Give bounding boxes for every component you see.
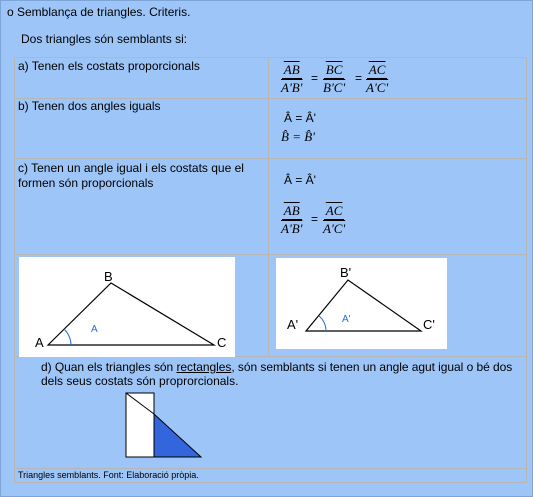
intro-text: Dos triangles són semblants si: [21, 32, 188, 46]
criterion-d-line2: dels seus costats són proprorcionals. [41, 374, 239, 388]
triangle-2-figure [276, 258, 447, 349]
equals-sign: = [355, 71, 363, 85]
table-line [14, 482, 527, 483]
angle-label: A' [342, 314, 351, 325]
fraction-bc: $\frac{\overline{BC}}{B'C'}$ [323, 62, 346, 95]
vertex-label-b-prime: B' [340, 265, 352, 280]
angle-arc [319, 316, 326, 331]
rectangles-link[interactable]: rectangles [176, 360, 232, 374]
angle-equality-c: Â = Â' [284, 173, 316, 187]
section-heading: o Semblança de triangles. Criteris. [7, 5, 191, 19]
angle-label: A [91, 324, 98, 335]
angle-arc [64, 329, 71, 345]
vertex-label-c-prime: C' [423, 317, 435, 332]
figure-caption: Triangles semblants. Font: Elaboració pròpia. [18, 470, 199, 480]
table-line [14, 158, 527, 159]
criterion-b: b) Tenen dos angles iguals [18, 99, 161, 113]
table-line [14, 57, 527, 58]
vertex-label-a-prime: A' [287, 317, 299, 332]
blue-triangle [154, 414, 201, 457]
fraction-ac: $\frac{\overline{AC}}{A'C'}$ [366, 62, 389, 95]
table-line [526, 57, 527, 483]
criterion-d-line1: d) Quan els triangles són rectangles, són semblants si tenen un angle agut igual o bé dos [41, 360, 513, 374]
right-triangles-figure [123, 392, 205, 460]
fraction-ac-c: $\frac{\overline{AC}}{A'C'}$ [323, 203, 346, 236]
triangle-1-panel [19, 257, 235, 357]
vertex-label-c: C [217, 335, 227, 350]
triangle-1-figure [19, 257, 235, 357]
table-line [14, 57, 15, 483]
vertex-label-b: B [104, 269, 113, 284]
triangle-1-shape [48, 283, 214, 345]
table-line [14, 254, 527, 255]
triangle-2-shape [306, 280, 421, 331]
table-line [14, 468, 527, 469]
table-line [268, 57, 269, 357]
equals-sign: = [311, 212, 319, 226]
fraction-ab: $\frac{\overline{AB}}{A'B'}$ [281, 62, 303, 95]
criterion-a: a) Tenen els costats proporcionals [18, 59, 200, 73]
fraction-ab-c: $\frac{\overline{AB}}{A'B'}$ [281, 203, 303, 236]
angle-equality-b: B̂ = B̂' [281, 129, 315, 144]
criterion-c-line1: c) Tenen un angle igual i els costats que el [18, 161, 244, 175]
triangle-2-panel [276, 258, 447, 349]
equals-sign: = [311, 71, 319, 85]
angle-equality-a: Â = Â' [284, 111, 316, 125]
vertex-label-a: A [35, 335, 44, 350]
criterion-c-line2: formen són proporcionals [18, 176, 154, 190]
